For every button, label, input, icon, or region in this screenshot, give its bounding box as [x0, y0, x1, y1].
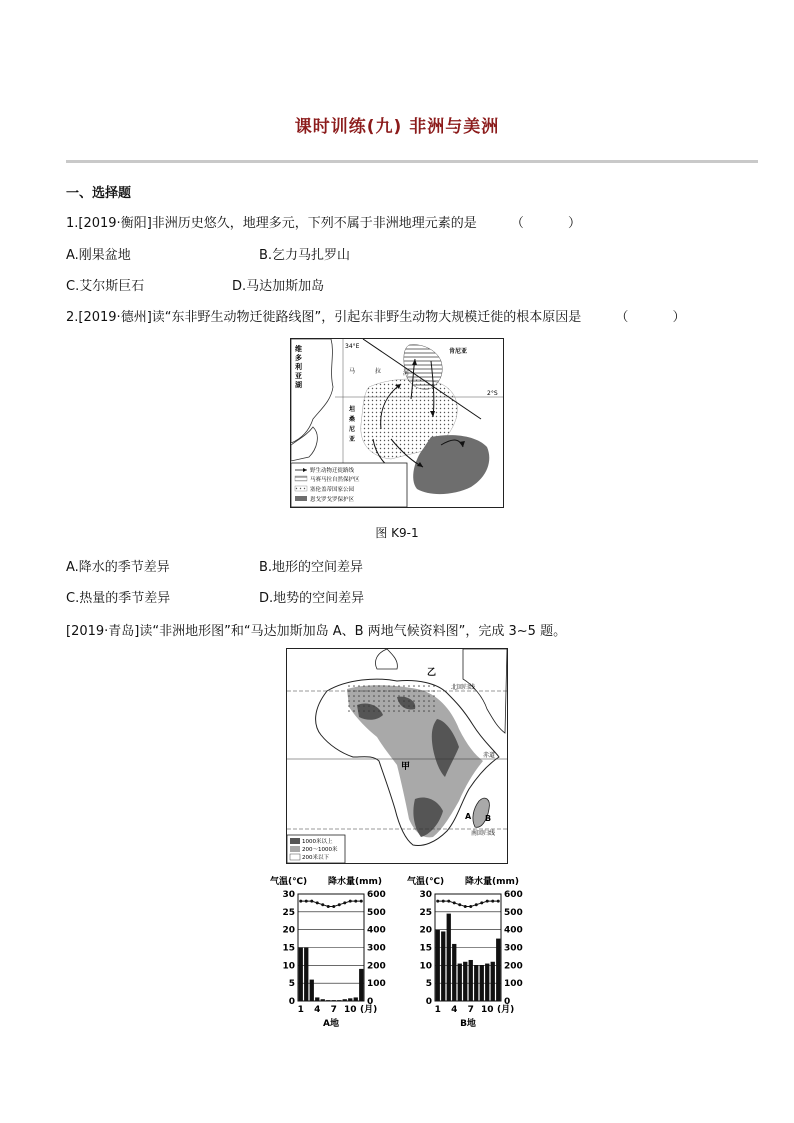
option-1b: B.乞力马扎罗山	[259, 248, 351, 263]
option-1d: D.马达加斯加岛	[232, 279, 325, 294]
climate-chart-a	[270, 875, 386, 1029]
section-heading: 一、选择题	[66, 186, 132, 201]
precip-bar	[436, 930, 440, 1001]
temp-point	[349, 900, 352, 903]
yi-label: 乙	[427, 668, 437, 678]
precip-bar	[354, 997, 358, 1001]
legend-serengeti: 塞伦盖蒂国家公园	[310, 487, 355, 493]
precip-bar	[480, 965, 484, 1001]
precip-bar	[348, 998, 352, 1001]
precip-tick-label: 500	[367, 907, 386, 918]
point-a-label: A	[465, 812, 472, 821]
temp-point	[447, 900, 450, 903]
precip-bar	[343, 999, 347, 1001]
climate-chart-b	[407, 875, 523, 1029]
legend-mid: 200～1000米	[302, 847, 338, 853]
page-title: 课时训练(九) 非洲与美洲	[294, 117, 500, 137]
temp-point	[442, 900, 445, 903]
temp-point	[299, 900, 302, 903]
month-tick-label: 7	[467, 1005, 474, 1015]
temp-tick-label: 0	[288, 997, 295, 1007]
temp-tick-label: 10	[419, 961, 432, 972]
legend-low: 200米以下	[302, 855, 329, 861]
temp-tick-label: 20	[419, 925, 432, 936]
temp-line	[301, 901, 362, 906]
climate-charts	[266, 872, 536, 1034]
precip-tick-label: 400	[504, 925, 523, 936]
temp-tick-label: 10	[282, 961, 295, 972]
precip-bar	[326, 1000, 330, 1001]
africa-terrain-map	[286, 648, 508, 864]
question-2-text: 2.[2019·德州]读“东非野生动物迁徙路线图”，引起东非野生动物大规模迁徙的根本原因是	[66, 310, 582, 325]
temp-tick-label: 30	[282, 890, 295, 900]
precip-bar	[463, 962, 467, 1001]
lake-label-5: 湖	[295, 381, 302, 389]
temp-point	[354, 900, 357, 903]
tropic-n-label: 北回归线	[451, 684, 476, 691]
temp-tick-label: 15	[419, 943, 432, 954]
temp-point	[360, 900, 363, 903]
answer-bracket-2: （ ）	[615, 310, 706, 325]
precip-bar	[491, 962, 495, 1001]
temp-point	[458, 903, 461, 906]
figure-caption: 图 K9-1	[375, 526, 419, 540]
precip-tick-label: 300	[504, 943, 523, 954]
latitude-label: 2°S	[487, 390, 498, 397]
precip-bar	[359, 969, 363, 1001]
precip-tick-label: 500	[504, 907, 523, 918]
precip-bar	[469, 960, 473, 1001]
answer-bracket-1: （ ）	[510, 216, 602, 231]
chart-name: A地	[323, 1019, 339, 1029]
temp-point	[305, 900, 308, 903]
precip-tick-label: 200	[504, 961, 523, 972]
lake-label-3: 利	[295, 363, 302, 371]
temp-point	[316, 901, 319, 904]
tropic-s-label: 南回归线	[471, 830, 496, 837]
temp-point	[436, 900, 439, 903]
precip-bar	[441, 931, 445, 1001]
precip-bar	[337, 1000, 341, 1001]
temp-point	[327, 905, 330, 908]
lake-label-4: 亚	[295, 372, 302, 380]
precip-bar	[321, 999, 325, 1001]
precip-tick-label: 400	[367, 925, 386, 936]
precip-bar	[332, 1000, 336, 1001]
temp-point	[469, 905, 472, 908]
option-2d: D.地势的空间差异	[259, 591, 365, 606]
mara-label-1: 马	[349, 368, 356, 375]
tanzania-label-3: 尼	[349, 426, 356, 433]
temp-tick-label: 30	[419, 890, 432, 900]
temp-point	[453, 901, 456, 904]
month-unit-label: (月)	[360, 1005, 378, 1015]
temp-tick-label: 25	[282, 907, 295, 918]
temp-tick-label: 20	[282, 925, 295, 936]
precip-bar	[299, 948, 303, 1002]
point-b-label: B	[485, 814, 492, 823]
month-tick-label: 10	[343, 1005, 357, 1015]
month-tick-label: 4	[451, 1005, 458, 1015]
precip-bar	[496, 939, 500, 1001]
temp-point	[343, 901, 346, 904]
temp-point	[486, 900, 489, 903]
temp-tick-label: 15	[282, 943, 295, 954]
precip-tick-label: 600	[504, 890, 523, 900]
option-2b: B.地形的空间差异	[259, 560, 364, 575]
mara-label-3: 河	[403, 370, 410, 377]
precip-tick-label: 200	[367, 961, 386, 972]
temp-point	[475, 903, 478, 906]
question-1	[66, 212, 601, 231]
precip-tick-label: 0	[367, 997, 374, 1007]
temp-axis-title: 气温(℃)	[270, 877, 308, 887]
option-1a: A.刚果盆地	[66, 248, 131, 263]
precip-bar	[485, 964, 489, 1001]
precip-bar	[315, 997, 319, 1001]
precip-axis-title: 降水量(mm)	[465, 877, 519, 887]
title-divider	[66, 160, 758, 163]
precip-tick-label: 600	[367, 890, 386, 900]
temp-point	[338, 903, 341, 906]
option-1c: C.艾尔斯巨石	[66, 279, 145, 294]
precip-axis-title: 降水量(mm)	[328, 877, 382, 887]
temp-point	[480, 901, 483, 904]
legend-migration: 野生动物迁徙路线	[310, 468, 355, 474]
temp-point	[310, 900, 313, 903]
option-2a: A.降水的季节差异	[66, 560, 170, 575]
chart-name: B地	[460, 1019, 476, 1029]
month-tick-label: 10	[480, 1005, 494, 1015]
option-2c: C.热量的季节差异	[66, 591, 171, 606]
precip-bar	[447, 914, 451, 1001]
questions-3-5-intro: [2019·青岛]读“非洲地形图”和“马达加斯加岛 A、B 两地气候资料图”，完成 3~5 题。	[66, 624, 567, 639]
temp-point	[464, 905, 467, 908]
temp-tick-label: 0	[425, 997, 432, 1007]
legend-ngorongoro: 恩戈罗戈罗保护区	[310, 497, 355, 503]
longitude-label: 34°E	[345, 343, 360, 350]
precip-bar	[310, 980, 314, 1001]
legend-high: 1000米以上	[302, 839, 333, 845]
precip-tick-label: 300	[367, 943, 386, 954]
temp-line	[438, 901, 499, 906]
temp-point	[491, 900, 494, 903]
temp-point	[332, 905, 335, 908]
jia-label: 甲	[401, 762, 411, 772]
precip-tick-label: 100	[504, 979, 523, 990]
month-tick-label: 1	[434, 1005, 441, 1015]
kenya-label: 肯尼亚	[449, 348, 468, 355]
precip-tick-label: 100	[367, 979, 386, 990]
tanzania-label-2: 桑	[349, 416, 356, 423]
tanzania-label-4: 亚	[349, 436, 356, 443]
lake-label-1: 维	[295, 345, 302, 353]
precip-bar	[304, 948, 308, 1002]
precip-bar	[474, 965, 478, 1001]
question-1-text: 1.[2019·衡阳]非洲历史悠久，地理多元，下列不属于非洲地理元素的是	[66, 216, 477, 231]
temp-point	[321, 903, 324, 906]
temp-point	[497, 900, 500, 903]
temp-axis-title: 气温(℃)	[407, 877, 445, 887]
equator-label: 赤道	[483, 752, 496, 759]
tanzania-label-1: 坦	[349, 406, 356, 413]
precip-bar	[452, 944, 456, 1001]
precip-tick-label: 0	[504, 997, 511, 1007]
temp-tick-label: 5	[425, 979, 432, 990]
temp-tick-label: 25	[419, 907, 432, 918]
month-tick-label: 1	[297, 1005, 304, 1015]
precip-bar	[458, 964, 462, 1001]
lake-label-2: 多	[295, 354, 302, 362]
month-unit-label: (月)	[497, 1005, 515, 1015]
month-tick-label: 4	[314, 1005, 321, 1015]
month-tick-label: 7	[330, 1005, 337, 1015]
question-2	[66, 306, 706, 325]
temp-tick-label: 5	[288, 979, 295, 990]
mara-label-2: 拉	[375, 368, 382, 375]
migration-map	[290, 338, 504, 508]
legend-mara: 马赛马拉自然保护区	[310, 477, 360, 483]
